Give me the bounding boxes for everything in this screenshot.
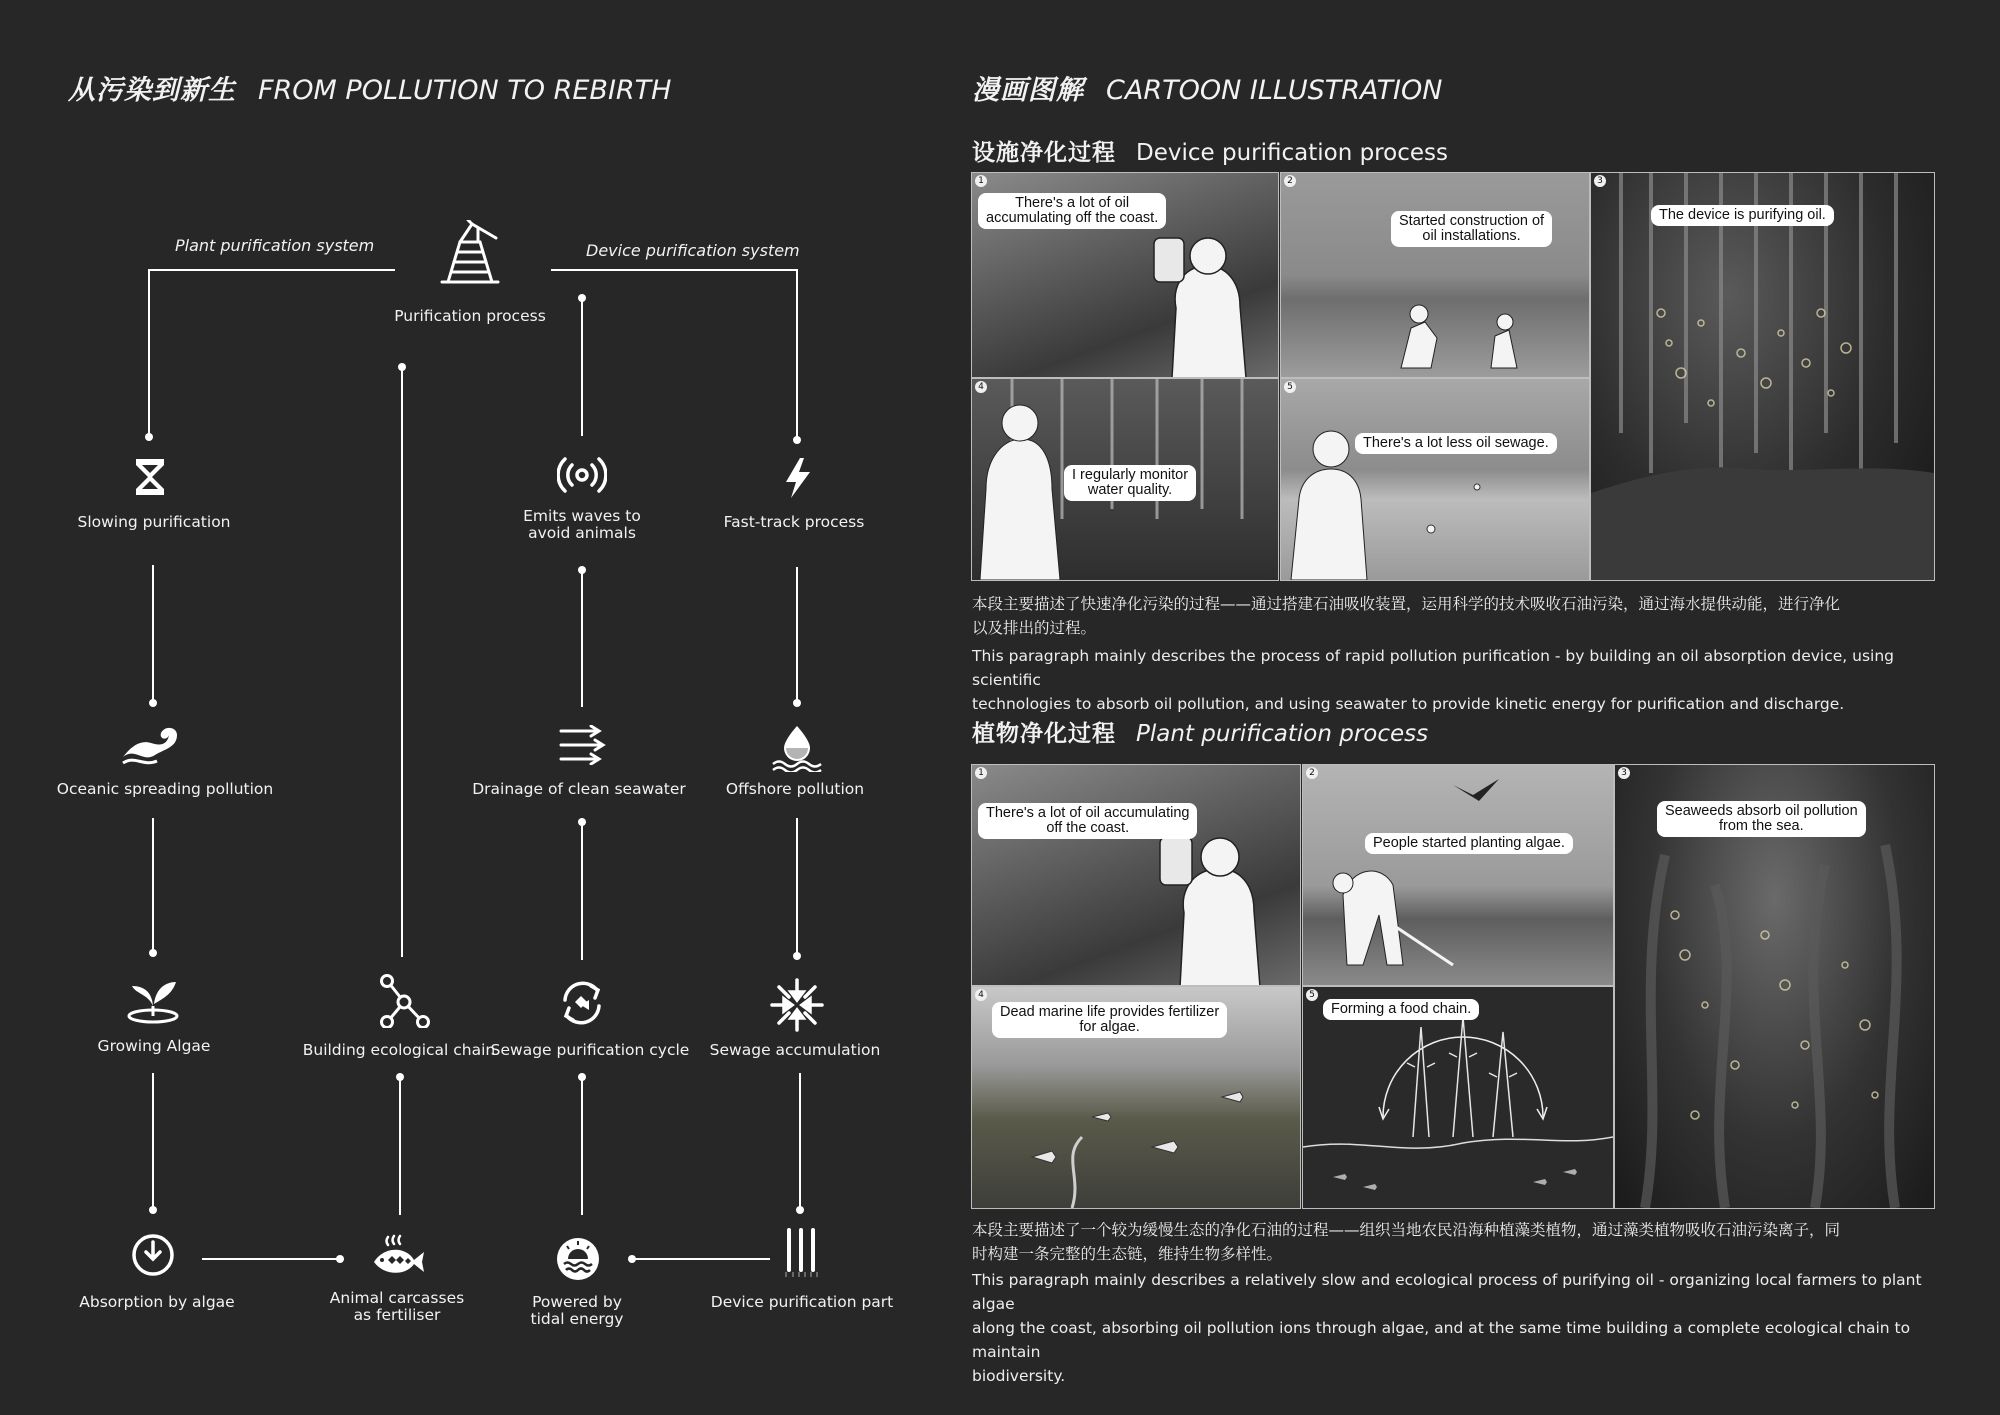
power-absorb-icon bbox=[130, 1232, 176, 1278]
farmer-planting-figure bbox=[1303, 765, 1613, 985]
node-sewage-cycle: Sewage purification cycle bbox=[490, 1041, 690, 1059]
node-purification-process: Purification process bbox=[394, 307, 546, 325]
device-panel-1 bbox=[971, 172, 1279, 378]
fish-carcass-icon bbox=[370, 1234, 426, 1278]
panel-number: 4 bbox=[975, 381, 987, 393]
device-panel-4 bbox=[971, 378, 1279, 581]
node-slowing-purification: Slowing purification bbox=[77, 513, 231, 531]
speech-bubble: There's a lot of oil accumulating off the coast. bbox=[978, 803, 1197, 839]
node-sewage-accumulation: Sewage accumulation bbox=[709, 1041, 881, 1059]
speech-bubble: Started construction of oil installations. bbox=[1391, 211, 1552, 247]
panel-number: 2 bbox=[1306, 767, 1318, 779]
panel-number: 3 bbox=[1594, 175, 1606, 187]
device-system-label: Device purification system bbox=[586, 241, 800, 260]
panel-number: 5 bbox=[1284, 381, 1296, 393]
speech-bubble: The device is purifying oil. bbox=[1651, 205, 1834, 226]
tidal-sun-icon bbox=[556, 1237, 600, 1281]
panel-number: 5 bbox=[1306, 989, 1318, 1001]
node-drainage: Drainage of clean seawater bbox=[472, 780, 686, 798]
panel-number: 4 bbox=[975, 989, 987, 1001]
plant-panel-3 bbox=[1614, 764, 1935, 1209]
node-oceanic-spreading: Oceanic spreading pollution bbox=[56, 780, 274, 798]
plant-paragraph-en: This paragraph mainly describes a relatively slow and ecological process of purifying oil - organizing local farmers to plant algae along the coast, absorbing oil pollution ions through algae, and at the same time building a complete ecological chain to maintain biodiversity. bbox=[972, 1271, 1922, 1385]
device-paragraph-zh: 本段主要描述了快速净化污染的过程——通过搭建石油吸收装置，运用科学的技术吸收石油污染，通过海水提供动能，进行净化 以及排出的过程。 bbox=[972, 595, 1841, 637]
right-title-zh: 漫画图解 bbox=[972, 75, 1084, 106]
node-animal-carcasses: Animal carcasses as fertiliser bbox=[329, 1289, 465, 1324]
device-panel-3 bbox=[1590, 172, 1935, 581]
node-absorption-algae: Absorption by algae bbox=[79, 1293, 235, 1311]
hourglass-icon bbox=[133, 457, 167, 497]
device-pipes-icon bbox=[781, 1228, 821, 1278]
speech-bubble: Forming a food chain. bbox=[1323, 999, 1479, 1020]
purifying-device-pipes bbox=[1591, 173, 1934, 580]
node-device-purification-part: Device purification part bbox=[710, 1293, 894, 1311]
node-tidal-energy: Powered by tidal energy bbox=[530, 1293, 624, 1328]
smiling-woman-figure bbox=[1281, 379, 1589, 580]
plant-title-zh: 植物净化过程 bbox=[972, 721, 1116, 747]
node-fast-track: Fast-track process bbox=[723, 513, 865, 531]
plant-panel-4 bbox=[971, 986, 1301, 1209]
panel-number: 2 bbox=[1284, 175, 1296, 187]
node-growing-algae: Growing Algae bbox=[97, 1037, 211, 1055]
device-title-en: Device purification process bbox=[1136, 140, 1448, 166]
plant-section-title bbox=[972, 715, 1428, 748]
molecule-network-icon bbox=[377, 974, 431, 1028]
oil-drop-water-icon bbox=[770, 724, 824, 772]
converge-arrows-icon bbox=[770, 978, 824, 1032]
panel-number: 1 bbox=[975, 767, 987, 779]
panel-number: 3 bbox=[1618, 767, 1630, 779]
flow-diagram-lines bbox=[0, 0, 920, 1415]
broadcast-waves-icon bbox=[557, 455, 607, 495]
node-emits-waves: Emits waves to avoid animals bbox=[523, 507, 641, 542]
sprout-icon bbox=[126, 976, 180, 1024]
lightning-bolt-icon bbox=[780, 456, 814, 500]
hazmat-person-figure bbox=[1150, 827, 1280, 986]
wave-icon bbox=[121, 725, 179, 765]
right-title bbox=[972, 68, 1442, 107]
plant-paragraph-zh: 本段主要描述了一个较为缓慢生态的净化石油的过程——组织当地农民沿海种植藻类植物，通过藻类植物吸收石油污染离子，同 时构建一条完整的生态链，维持生物多样性。 bbox=[972, 1221, 1841, 1263]
node-offshore-pollution: Offshore pollution bbox=[725, 780, 865, 798]
plant-panel-2 bbox=[1302, 764, 1614, 986]
food-chain-drawing bbox=[1303, 987, 1613, 1208]
speech-bubble: People started planting algae. bbox=[1365, 833, 1573, 854]
speech-bubble: There's a lot of oil accumulating off the coast. bbox=[978, 193, 1166, 229]
plant-panel-1 bbox=[971, 764, 1301, 986]
workers-figure bbox=[1391, 278, 1531, 373]
speech-bubble: I regularly monitor water quality. bbox=[1064, 465, 1196, 501]
device-panel-5 bbox=[1280, 378, 1590, 581]
node-ecological-chain: Building ecological chain bbox=[302, 1041, 496, 1059]
device-section-title bbox=[972, 134, 1448, 167]
left-title-en: FROM POLLUTION TO REBIRTH bbox=[258, 75, 672, 106]
device-paragraph-en: This paragraph mainly describes the process of rapid pollution purification - by building an oil absorption device, using scientific technologies to absorb oil pollution, and using seawater to provide kinetic energy for purification and discharge. bbox=[972, 647, 1894, 713]
speech-bubble: Seaweeds absorb oil pollution from the sea. bbox=[1657, 801, 1866, 837]
plant-system-label: Plant purification system bbox=[175, 236, 375, 255]
hazmat-person-figure bbox=[1142, 228, 1262, 378]
recycle-cycle-icon bbox=[557, 978, 607, 1028]
drainage-arrows-icon bbox=[557, 725, 607, 765]
oil-derrick-icon bbox=[438, 220, 502, 286]
left-title-zh: 从污染到新生 bbox=[68, 75, 236, 106]
plant-panel-5 bbox=[1302, 986, 1614, 1209]
panel-number: 1 bbox=[975, 175, 987, 187]
plant-title-en: Plant purification process bbox=[1136, 721, 1429, 747]
right-title-en: CARTOON ILLUSTRATION bbox=[1106, 75, 1443, 106]
speech-bubble: There's a lot less oil sewage. bbox=[1355, 433, 1557, 454]
device-panel-2 bbox=[1280, 172, 1590, 378]
device-title-zh: 设施净化过程 bbox=[972, 140, 1116, 166]
speech-bubble: Dead marine life provides fertilizer for algae. bbox=[992, 1002, 1227, 1038]
